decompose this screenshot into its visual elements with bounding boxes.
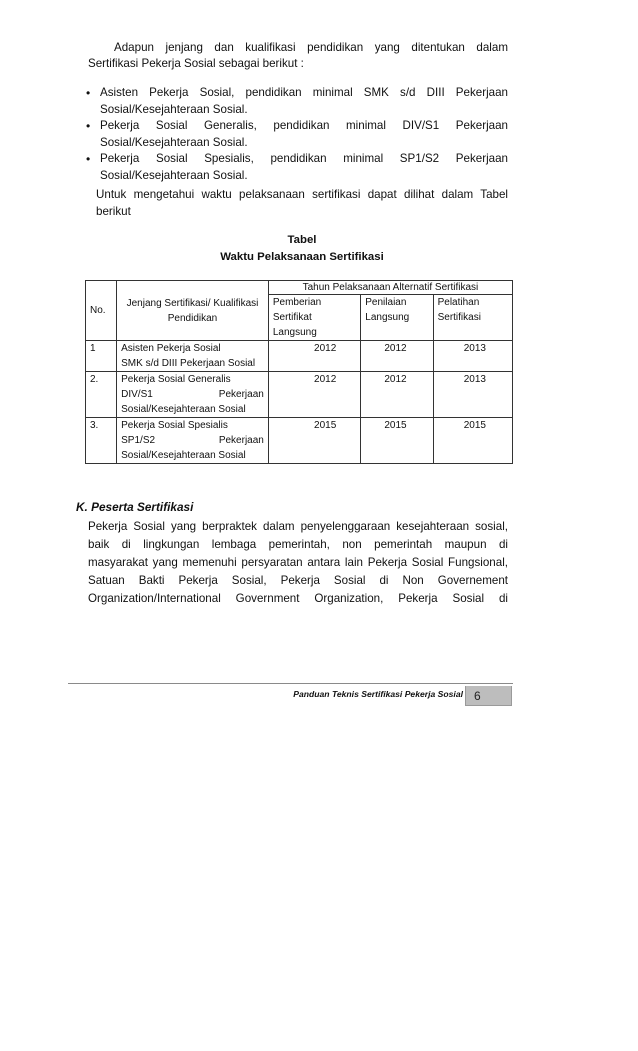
cell-no: 1 [86, 341, 117, 372]
cell-pelatihan: 2013 [433, 372, 512, 418]
qualification-list [88, 85, 508, 184]
list-item [88, 85, 508, 118]
page-number: 6 [466, 686, 512, 706]
cell-jenjang-line-3: Sosial/Kesejahteraan Sosial [121, 450, 246, 461]
section-k-title: K. Peserta Sertifikasi [76, 500, 194, 514]
list-item-line-2: Sosial/Kesejahteraan Sosial. [100, 135, 248, 149]
cell-no: 3. [86, 418, 117, 464]
table-header-row [86, 281, 513, 295]
cell-jenjang [117, 341, 269, 372]
cell-penilaian: 2012 [361, 341, 433, 372]
table-row [86, 341, 513, 372]
header-no: No. [86, 281, 117, 341]
section-k-line: Satuan Bakti Pekerja Sosial, Pekerja Sosial di Non Governement [88, 574, 508, 587]
section-k-paragraph [88, 518, 508, 608]
section-k-line: Organization/International Government Organization, Pekerja Sosial di [88, 592, 508, 605]
cell-jenjang-line-2: SMK s/d DIII Pekerjaan Sosial [121, 358, 256, 369]
intro-line-1: Adapun jenjang dan kualifikasi pendidikan yang ditentukan dalam [114, 41, 508, 54]
list-item [88, 151, 508, 184]
cell-penilaian: 2012 [361, 372, 433, 418]
table-title: Waktu Pelaksanaan Sertifikasi [220, 251, 384, 263]
cell-jenjang-line-2: DIV/S1 Pekerjaan [121, 389, 264, 400]
header-pelatihan-sertifikasi: Pelatihan Sertifikasi [433, 295, 512, 341]
table-caption [96, 232, 508, 266]
info-paragraph [96, 186, 508, 220]
cell-pemberian: 2012 [268, 341, 360, 372]
section-k-line: masyarakat yang memenuhi persyaratan antara lain Pekerja Sosial Fungsional, [88, 556, 508, 569]
list-item-line-1: • Pekerja Sosial Spesialis, pendidikan minimal SP1/S2 Pekerjaan [100, 152, 508, 165]
section-k-line: baik di lingkungan lembaga pemerintah, non pemerintah maupun di [88, 538, 508, 551]
cell-no: 2. [86, 372, 117, 418]
cell-jenjang [117, 372, 269, 418]
list-item-line-2: Sosial/Kesejahteraan Sosial. [100, 102, 248, 116]
cell-jenjang-line-3: Sosial/Kesejahteraan Sosial [121, 404, 246, 415]
cell-pemberian: 2012 [268, 372, 360, 418]
list-item-line-1: • Pekerja Sosial Generalis, pendidikan minimal DIV/S1 Pekerjaan [100, 119, 508, 132]
info-line-1: Untuk mengetahui waktu pelaksanaan sertifikasi dapat dilihat dalam Tabel [96, 188, 508, 201]
list-item [88, 118, 508, 151]
table-row [86, 372, 513, 418]
cell-jenjang-line-1: Pekerja Sosial Spesialis [121, 420, 228, 431]
cell-penilaian: 2015 [361, 418, 433, 464]
list-item-line-1: • Asisten Pekerja Sosial, pendidikan minimal SMK s/d DIII Pekerjaan [100, 86, 508, 99]
cell-pelatihan: 2015 [433, 418, 512, 464]
cell-jenjang [117, 418, 269, 464]
cell-jenjang-line-1: Pekerja Sosial Generalis [121, 374, 231, 385]
header-pemberian-sertifikat: Pemberian Sertifikat Langsung [268, 295, 360, 341]
table-label: Tabel [287, 234, 317, 246]
list-item-line-2: Sosial/Kesejahteraan Sosial. [100, 168, 248, 182]
certification-schedule-table [85, 280, 513, 464]
cell-jenjang-line-2: SP1/S2 Pekerjaan [121, 435, 264, 446]
cell-pemberian: 2015 [268, 418, 360, 464]
cell-jenjang-line-1: Asisten Pekerja Sosial [121, 343, 221, 354]
section-k-line: Pekerja Sosial yang berpraktek dalam penyelenggaraan kesejahteraan sosial, [88, 520, 508, 533]
header-alternative-years: Tahun Pelaksanaan Alternatif Sertifikasi [268, 281, 512, 295]
intro-paragraph [88, 40, 508, 72]
header-penilaian-langsung: Penilaian Langsung [361, 295, 433, 341]
table-row [86, 418, 513, 464]
cell-pelatihan: 2013 [433, 341, 512, 372]
footer-divider [68, 683, 513, 684]
header-jenjang: Jenjang Sertifikasi/ Kualifikasi Pendidikan [117, 281, 269, 341]
footer-title: Panduan Teknis Sertifikasi Pekerja Sosial [293, 689, 463, 699]
intro-line-2: Sertifikasi Pekerja Sosial sebagai berikut : [88, 57, 304, 70]
info-line-2: berikut [96, 205, 131, 218]
